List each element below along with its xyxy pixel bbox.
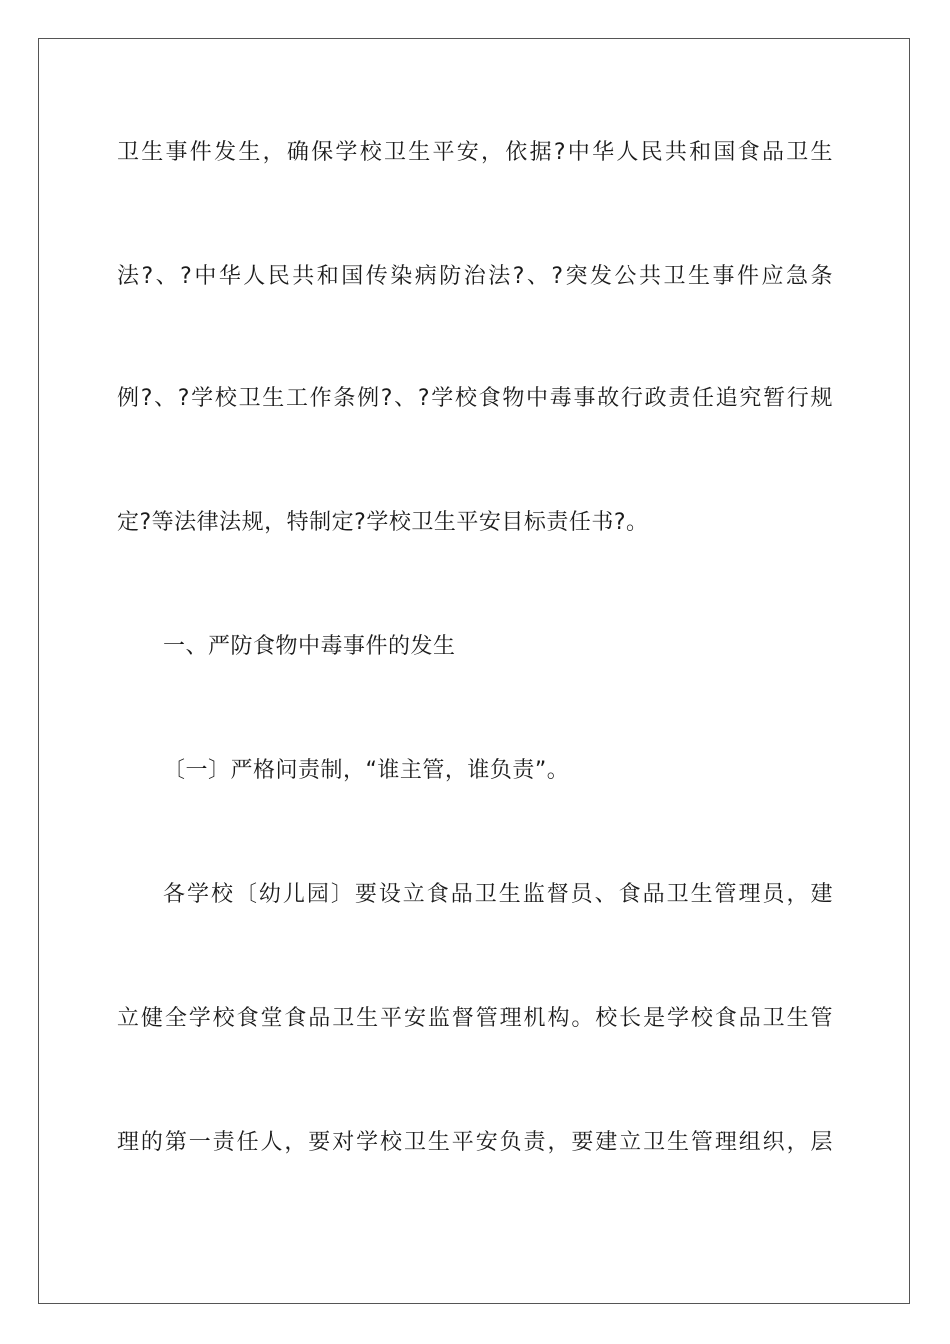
section-heading: 一、严防食物中毒事件的发生 [163, 634, 456, 659]
paragraph-line-5: 各学校〔幼儿园〕要设立食品卫生监督员、食品卫生管理员，建 [163, 882, 833, 907]
subsection-heading: 〔一〕严格问责制，“谁主管，谁负责”。 [163, 758, 570, 783]
paragraph-line-2: 法?、?中华人民共和国传染病防治法?、?突发公共卫生事件应急条 [117, 264, 833, 289]
paragraph-line-6: 立健全学校食堂食品卫生平安监督管理机构。校长是学校食品卫生管 [117, 1006, 833, 1031]
paragraph-line-7: 理的第一责任人，要对学校卫生平安负责，要建立卫生管理组织，层 [117, 1130, 833, 1155]
paragraph-line-1: 卫生事件发生，确保学校卫生平安，依据?中华人民共和国食品卫生 [117, 140, 833, 165]
paragraph-line-3: 例?、?学校卫生工作条例?、?学校食物中毒事故行政责任追究暂行规 [117, 386, 833, 411]
page-border [38, 38, 910, 1304]
paragraph-line-4: 定?等法律法规，特制定?学校卫生平安目标责任书?。 [117, 510, 649, 535]
